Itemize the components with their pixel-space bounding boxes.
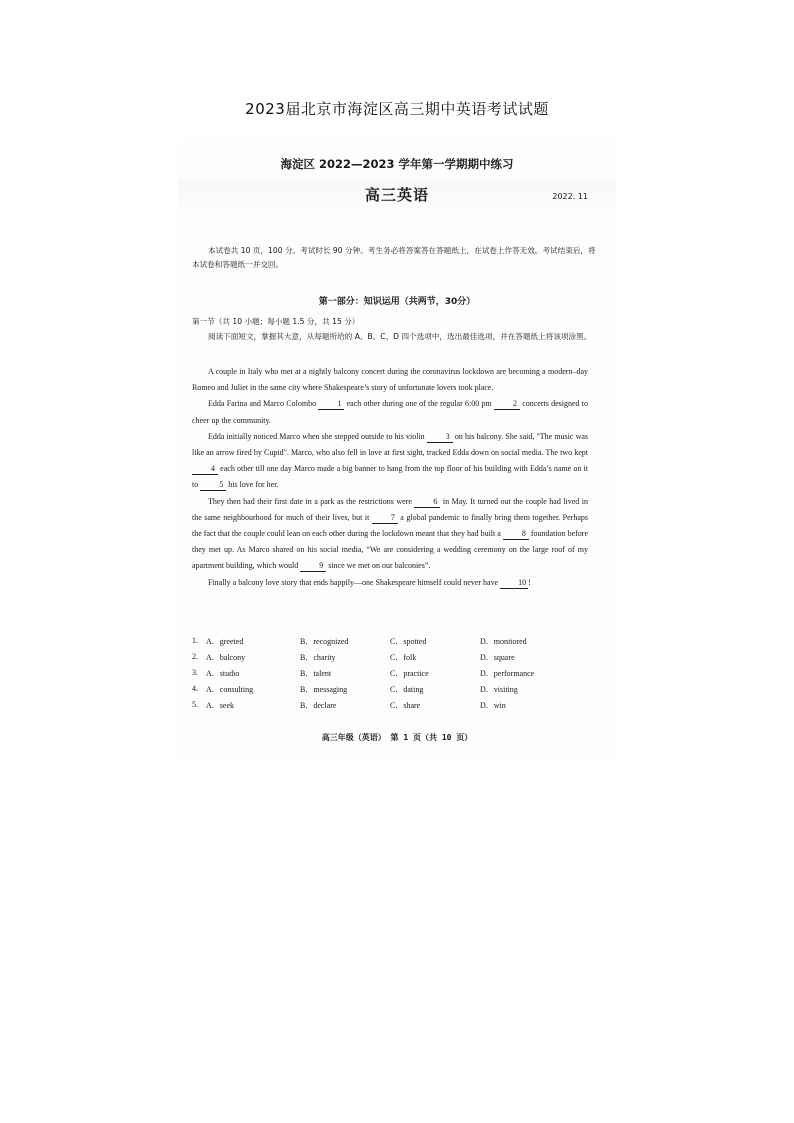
option-d: D．monitored	[480, 637, 527, 646]
passage-text: his love for her.	[226, 480, 279, 490]
blank-1: 1	[318, 399, 344, 410]
document-title: 2023届北京市海淀区高三期中英语考试试题	[245, 100, 549, 118]
passage-text: foundation before they met up. As Marco shared on his social media, “We are considering a wedding ceremony on the large roof of my apartment building, which would	[192, 529, 589, 571]
passage-text: a global pandemic to finally bring them together. Perhaps the fact that the couple could lean on each other during the lockdown meant that they had built a	[192, 512, 588, 539]
passage-paragraph-2	[192, 396, 588, 428]
blank-8: 8	[503, 529, 529, 540]
exam-instructions: 本试卷共 10 页，100 分。考试时长 90 分钟。考生务必将答案答在答题纸上，在试卷上作答无效。考试结束后，将本试卷和答题纸一并交回。	[192, 246, 596, 269]
page-footer: 高三年级（英语） 第 1 页（共 10 页）	[321, 733, 473, 742]
option-c: C．share	[390, 701, 421, 710]
passage-text: Edda Farina and Marco Colombo	[208, 399, 319, 409]
blank-9: 9	[300, 561, 326, 572]
passage-text: since we met on our balconies”.	[326, 561, 431, 571]
blank-5: 5	[200, 480, 226, 491]
option-a: A．balcony	[206, 653, 246, 662]
option-b: B．charity	[300, 653, 336, 662]
option-c: C．spotted	[390, 637, 427, 646]
exam-date: 2022. 11	[552, 192, 588, 201]
blank-3: 3	[427, 432, 453, 443]
passage-text: They then had their first date in a park as the restrictions were	[208, 496, 415, 506]
option-row-5	[192, 700, 602, 716]
option-row-1	[192, 636, 602, 652]
option-d: D．square	[480, 653, 515, 662]
section-directions: 阅读下面短文，掌握其大意，从每题所给的 A、B、C、D 四个选项中，选出最佳选项，并在答题纸上将该项涂黑。	[208, 332, 592, 341]
option-d: D．performance	[480, 669, 535, 678]
passage-text: concerts designed to cheer up the community.	[192, 399, 589, 425]
option-d: D．win	[480, 701, 506, 710]
blank-6: 6	[414, 497, 440, 508]
option-row-4	[192, 684, 602, 700]
option-c: C．folk	[390, 653, 417, 662]
blank-2: 2	[494, 399, 520, 410]
option-row-2	[192, 652, 602, 668]
passage-paragraph-4	[192, 494, 588, 575]
option-b: B．talent	[300, 669, 332, 678]
option-c: C．dating	[390, 685, 424, 694]
part-heading: 第一部分：知识运用（共两节，30分）	[318, 297, 476, 307]
option-c: C．practice	[390, 669, 429, 678]
passage-text: Finally a balcony love story that ends happily—one Shakespeare himself could never have	[208, 577, 501, 587]
passage-text: in May. It turned out the couple had lived in the same neighbourhood for much of their lives, but it	[192, 496, 588, 522]
blank-7: 7	[372, 513, 398, 524]
blank-4: 4	[192, 464, 218, 475]
exam-title: 高三英语	[364, 186, 429, 204]
cloze-passage	[192, 364, 588, 591]
scanned-exam-page	[178, 140, 616, 760]
exam-subtitle: 海淀区 2022—2023 学年第一学期期中练习	[280, 157, 514, 171]
option-a: A．greeted	[206, 637, 244, 646]
passage-text: Edda initially noticed Marco when she stepped outside to his violin	[208, 431, 427, 441]
passage-paragraph-5	[192, 575, 588, 591]
option-row-3	[192, 668, 602, 684]
question-number: 3.	[192, 668, 198, 677]
option-b: B．messaging	[300, 685, 348, 694]
option-a: A．seek	[206, 701, 234, 710]
question-number: 5.	[192, 700, 198, 709]
blank-10: 10	[500, 578, 528, 589]
passage-paragraph-1: A couple in Italy who met at a nightly balcony concert during the coronavirus lockdown are becoming a modern–day Romeo and Juliet in the same city where Shakespeare’s story of unfortunate lovers took place.	[192, 367, 588, 393]
answer-options	[192, 636, 602, 716]
passage-text: each other till one day Marco made a big banner to hang from the top floor of his building with Edda’s name on it to	[192, 464, 588, 490]
passage-text: !	[528, 577, 531, 587]
option-b: B．recognized	[300, 637, 349, 646]
question-number: 2.	[192, 652, 198, 661]
question-number: 1.	[192, 636, 198, 645]
passage-paragraph-3	[192, 429, 588, 494]
passage-text: each other during one of the regular 6:00 pm	[344, 399, 494, 409]
option-a: A．studio	[206, 669, 240, 678]
option-a: A．consulting	[206, 685, 254, 694]
option-b: B．declare	[300, 701, 337, 710]
passage-text: on his balcony. She said, "The music was like an arrow fired by Cupid". Marco, who also fell in love at first sight, tracked Edda down on social media. The two kept	[192, 431, 589, 458]
option-d: D．visiting	[480, 685, 518, 694]
section-heading: 第一节（共 10 小题；每小题 1.5 分，共 15 分）	[192, 317, 360, 326]
question-number: 4.	[192, 684, 198, 693]
